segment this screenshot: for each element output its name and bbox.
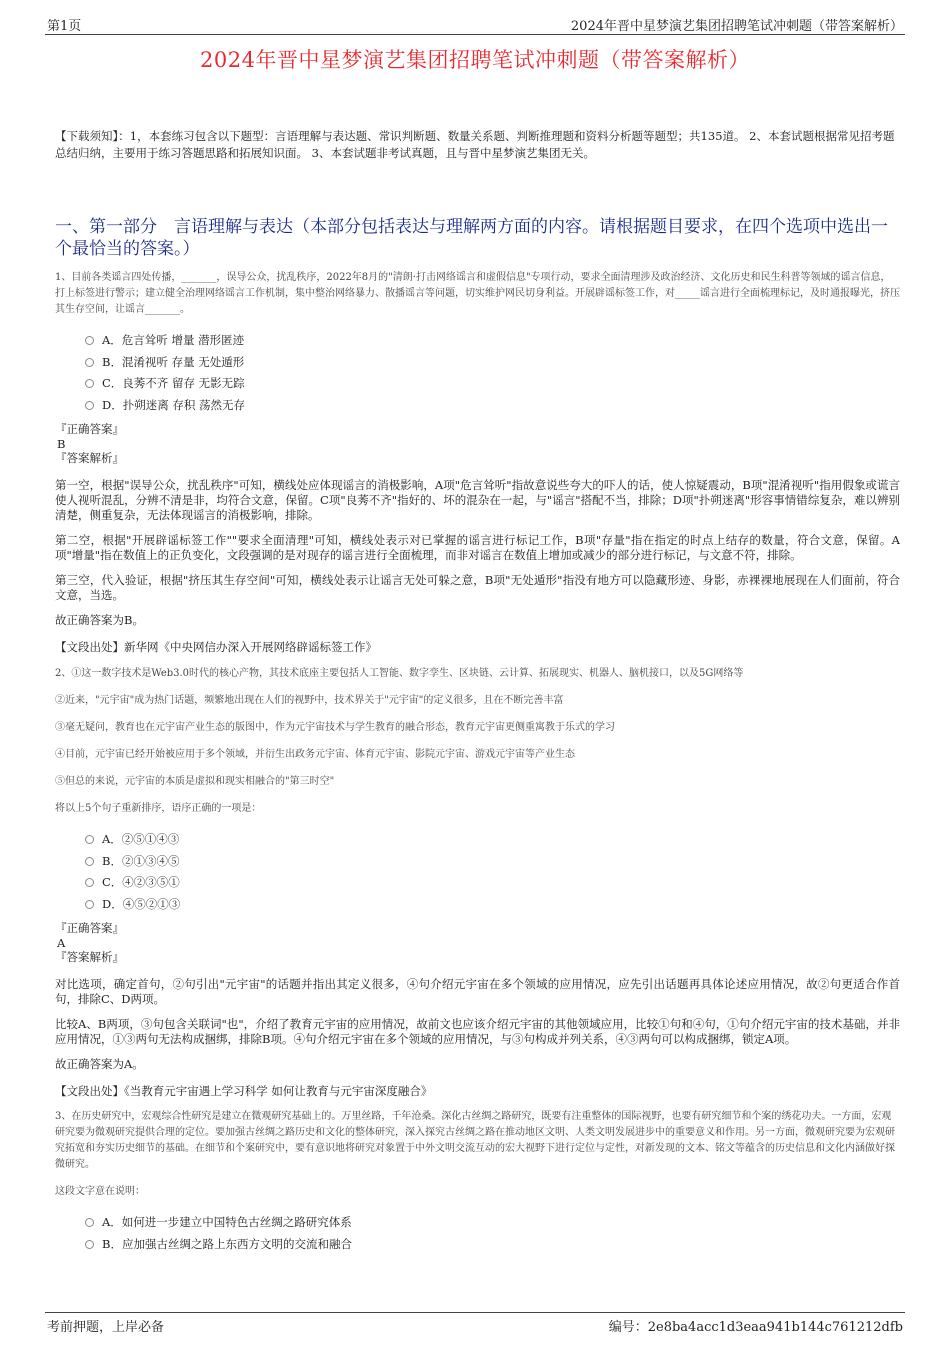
source-citation: 【文段出处】《当教育元宇宙遇上学习科学 如何让教育与元宇宙深度融合》 (55, 1084, 433, 1098)
option-a[interactable]: A．②⑤①④③ (85, 829, 900, 851)
correct-answer-value: B (57, 437, 66, 451)
footer-document-id: 编号：2e8ba4acc1d3eaa941b144c761212dfb (608, 1320, 903, 1335)
analysis-paragraph: 对比选项，确定首句，②句引出"元宇宙"的话题并指出其定义很多，④句介绍元宇宙在多个领域的应用情况，应先引出话题再具体论述应用情况，故②句更适合作首句，排除C、D两项。 (55, 977, 900, 1006)
question-2-stem: 2、①这一数字技术是Web3.0时代的核心产物，其技术底座主要包括人工智能、数字孪生、区块链、云计算、拓展现实、机器人、脑机接口，以及5G网络等 (55, 668, 744, 679)
section-heading: 一、第一部分 言语理解与表达（本部分包括表达与理解两方面的内容。请根据题目要求，在四个选项中选出一个最恰当的答案。） (55, 217, 888, 259)
radio-icon[interactable] (85, 379, 94, 388)
analysis-paragraph: 第一空，根据"误导公众，扰乱秩序"可知，横线处应体现谣言的消极影响，A项"危言耸听"指故意说些夸大的吓人的话，使人惊疑震动，B项"混淆视听"指用假象或谎言使人视听混乱，分辨不清是非，均符合文意，保留。C项"良莠不齐"指好的、坏的混杂在一起，与"谣言"搭配不当，排除；D项"扑朔迷离"形容事情错综复杂，难以辨别清楚，侧重复杂，无法体现谣言的消极影响，排除。 (55, 478, 900, 522)
radio-icon[interactable] (85, 358, 94, 367)
option-b[interactable]: B．应加强古丝绸之路上东西方文明的交流和融合 (85, 1234, 900, 1256)
footer-slogan: 考前押题，上岸必备 (47, 1320, 165, 1335)
analysis-label: 『答案解析』 (55, 451, 124, 465)
question-2-sentence: ②近来，"元宇宙"成为热门话题，频繁地出现在人们的视野中，技术界关于"元宇宙"的定义很多，且在不断完善丰富 (55, 695, 564, 706)
option-a[interactable]: A．如何进一步建立中国特色古丝绸之路研究体系 (85, 1212, 900, 1234)
question-2-sentence: ③毫无疑问，教育也在元宇宙产业生态的版图中，作为元宇宙技术与学生教育的融合形态，教育元宇宙更侧重寓教于乐式的学习 (55, 722, 615, 733)
question-2-sentence: ⑤但总的来说，元宇宙的本质是虚拟和现实相融合的"第三时空" (55, 776, 335, 787)
radio-icon[interactable] (85, 336, 94, 345)
question-3-options (85, 1212, 900, 1255)
option-d[interactable]: D．④⑤②①③ (85, 894, 900, 916)
radio-icon[interactable] (85, 1240, 94, 1249)
question-2-options (85, 829, 900, 915)
correct-answer-label: 『正确答案』 (55, 422, 124, 436)
radio-icon[interactable] (85, 401, 94, 410)
source-citation: 【文段出处】新华网《中央网信办深入开展网络辟谣标签工作》 (55, 640, 377, 654)
question-2-sentence: ④目前，元宇宙已经开始被应用于多个领域，并衍生出政务元宇宙、体育元宇宙、影院元宇宙、游戏元宇宙等产业生态 (55, 749, 575, 760)
radio-icon[interactable] (85, 900, 94, 909)
option-c[interactable]: C．良莠不齐 留存 无影无踪 (85, 373, 900, 395)
page-number: 第1页 (47, 19, 82, 34)
radio-icon[interactable] (85, 1218, 94, 1227)
question-2-prompt: 将以上5个句子重新排序，语序正确的一项是： (55, 803, 262, 814)
question-3-prompt: 这段文字意在说明： (55, 1186, 145, 1197)
analysis-paragraph: 第二空，根据"开展辟谣标签工作""要求全面清理"可知，横线处表示对已掌握的谣言进行标记工作，B项"存量"指在指定的时点上结存的数量，符合文意，保留。A项"增量"指在数值上的正负变化，文段强调的是对现存的谣言进行全面梳理，而非对谣言在数值上增加或减少的部分进行标记，与文意不符，排除。 (55, 533, 900, 562)
correct-answer-label: 『正确答案』 (55, 921, 124, 935)
questions-content (55, 270, 900, 1261)
analysis-label: 『答案解析』 (55, 950, 124, 964)
question-1-options (85, 330, 900, 416)
page-footer (45, 1312, 905, 1335)
option-b[interactable]: B．②①③④⑤ (85, 851, 900, 873)
option-d[interactable]: D．扑朔迷离 存积 荡然无存 (85, 395, 900, 417)
download-notice: 【下载须知】：1，本套练习包含以下题型：言语理解与表达题、常识判断题、数量关系题、判断推理题和资料分析题等题型；共135道。 2、本套试题根据常见招考题总结归纳，主要用于练习答题思路和拓展知识面。 3、本套试题非考试真题，且与晋中星梦演艺集团无关。 (55, 129, 895, 160)
radio-icon[interactable] (85, 857, 94, 866)
analysis-paragraph: 比较A、B两项，③句包含关联词"也"，介绍了教育元宇宙的应用情况，故前文也应该介绍元宇宙的其他领域应用，比较①句和④句，①句介绍元宇宙的技术基础，并非应用情况，①③两句无法构成捆绑，排除B项。④句介绍元宇宙在多个领域的应用情况，与③句构成并列关系，④③两句可以构成捆绑，锁定A项。 (55, 1017, 900, 1046)
question-1-stem: 1、目前各类谣言四处传播，_______，误导公众，扰乱秩序，2022年8月的"清朗·打击网络谣言和虚假信息"专项行动，要求全面清理涉及政治经济、文化历史和民生科普等领域的谣言信息，打上标签进行警示；建立健全治理网络谣言工作机制，集中整治网络暴力、散播谣言等问题，切实维护网民切身利益。开展辟谣标签工作，对_____谣言进行全面梳理标记，及时通报曝光，挤压其生存空间，让谣言_______。 (55, 272, 900, 315)
radio-icon[interactable] (85, 878, 94, 887)
option-a[interactable]: A．危言耸听 增量 潜形匿迹 (85, 330, 900, 352)
page-header (45, 14, 905, 35)
analysis-conclusion: 故正确答案为A。 (55, 1057, 144, 1071)
analysis-conclusion: 故正确答案为B。 (55, 613, 144, 627)
analysis-paragraph: 第三空，代入验证，根据"挤压其生存空间"可知，横线处表示让谣言无处可躲之意，B项"无处遁形"指没有地方可以隐藏形迹、身影，赤裸裸地展现在人们面前，符合文意，当选。 (55, 573, 900, 602)
document-title: 2024年晋中星梦演艺集团招聘笔试冲刺题（带答案解析） (200, 48, 750, 72)
header-doc-title: 2024年晋中星梦演艺集团招聘笔试冲刺题（带答案解析） (570, 19, 903, 34)
option-c[interactable]: C．④②③⑤① (85, 872, 900, 894)
radio-icon[interactable] (85, 835, 94, 844)
question-3-stem: 3、在历史研究中，宏观综合性研究是建立在微观研究基础上的。万里丝路，千年沧桑。深化古丝绸之路研究，既要有注重整体的国际视野，也要有研究细节和个案的绣花功夫。一方面，宏观研究要为微观研究提供合理的定位。要加强古丝绸之路历史和文化的整体研究，深入探究古丝绸之路在推动地区文明、人类文明发展进步中的重要意义和作用。另一方面，微观研究要为宏观研究拓宽和夯实历史细节的基础。在细节和个案研究中，要有意识地将研究对象置于中外文明交流互动的宏大视野下进行定位与定性，对新发现的文本、铭文等蕴含的历史信息和文化内涵做好探微研究。 (55, 1111, 895, 1170)
correct-answer-value: A (57, 936, 66, 950)
option-b[interactable]: B．混淆视听 存量 无处遁形 (85, 352, 900, 374)
